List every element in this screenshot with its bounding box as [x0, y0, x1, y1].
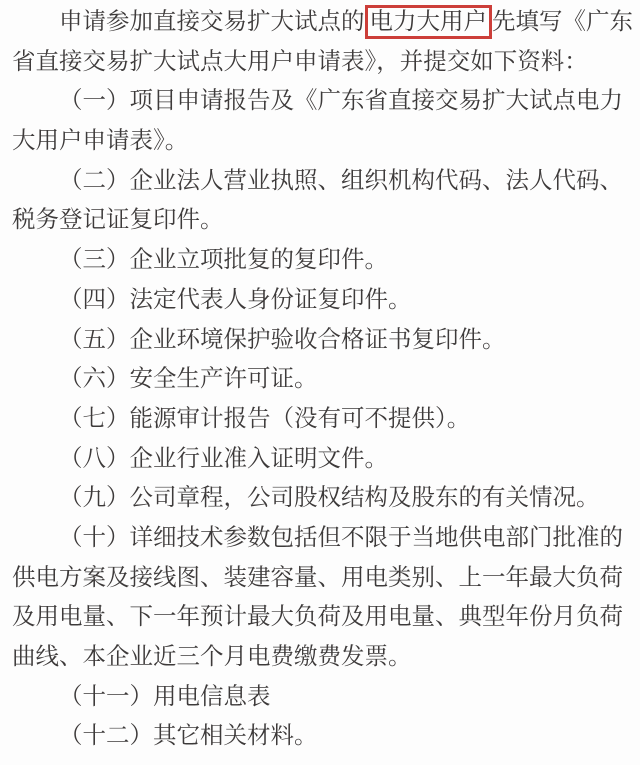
list-item-line: （九）公司章程，公司股权结构及股东的有关情况。 — [59, 485, 600, 512]
list-item-continuation-line: 供电方案及接线图、装建容量、用电类别、上一年最大负荷 — [12, 564, 623, 591]
list-item-line: （十一）用电信息表 — [59, 683, 271, 710]
paragraph-line: 省直接交易扩大试点大用户申请表》，并提交如下资料： — [12, 48, 588, 75]
paragraph-line — [12, 3, 634, 43]
list-item-line: （七）能源审计报告（没有可不提供）。 — [59, 405, 471, 432]
list-item-continuation-line: 及用电量、下一年预计最大负荷及用电量、典型年份月负荷 — [12, 604, 623, 631]
highlighted-term: 电力大用户 — [369, 9, 487, 35]
list-item-line: （五）企业环境保护验收合格证书复印件。 — [59, 326, 506, 353]
list-item-line: （一）项目申请报告及《广东省直接交易扩大试点电力 — [59, 88, 623, 115]
list-item-line: （六）安全生产许可证。 — [59, 366, 318, 393]
highlight-box — [365, 5, 493, 39]
list-item-line: （三）企业立项批复的复印件。 — [59, 247, 388, 274]
list-item-continuation-line: 大用户申请表》。 — [12, 128, 189, 155]
list-item-line: （八）企业行业准入证明文件。 — [59, 445, 388, 472]
list-item-line: （四）法定代表人身份证复印件。 — [59, 286, 412, 313]
list-item-continuation-line: 曲线、本企业近三个月电费缴费发票。 — [12, 644, 412, 670]
list-item-line: （二）企业法人营业执照、组织机构代码、法人代码、 — [59, 167, 623, 194]
list-item-continuation-line: 税务登记证复印件。 — [12, 207, 224, 234]
list-item-line: （十二）其它相关材料。 — [59, 723, 318, 750]
intro-text-after-highlight: 先填写《广东 — [492, 9, 633, 35]
list-item-line: （十）详细技术参数包括但不限于当地供电部门批准的 — [59, 524, 623, 551]
intro-text-before-highlight: 申请参加直接交易扩大试点的 — [59, 9, 365, 35]
